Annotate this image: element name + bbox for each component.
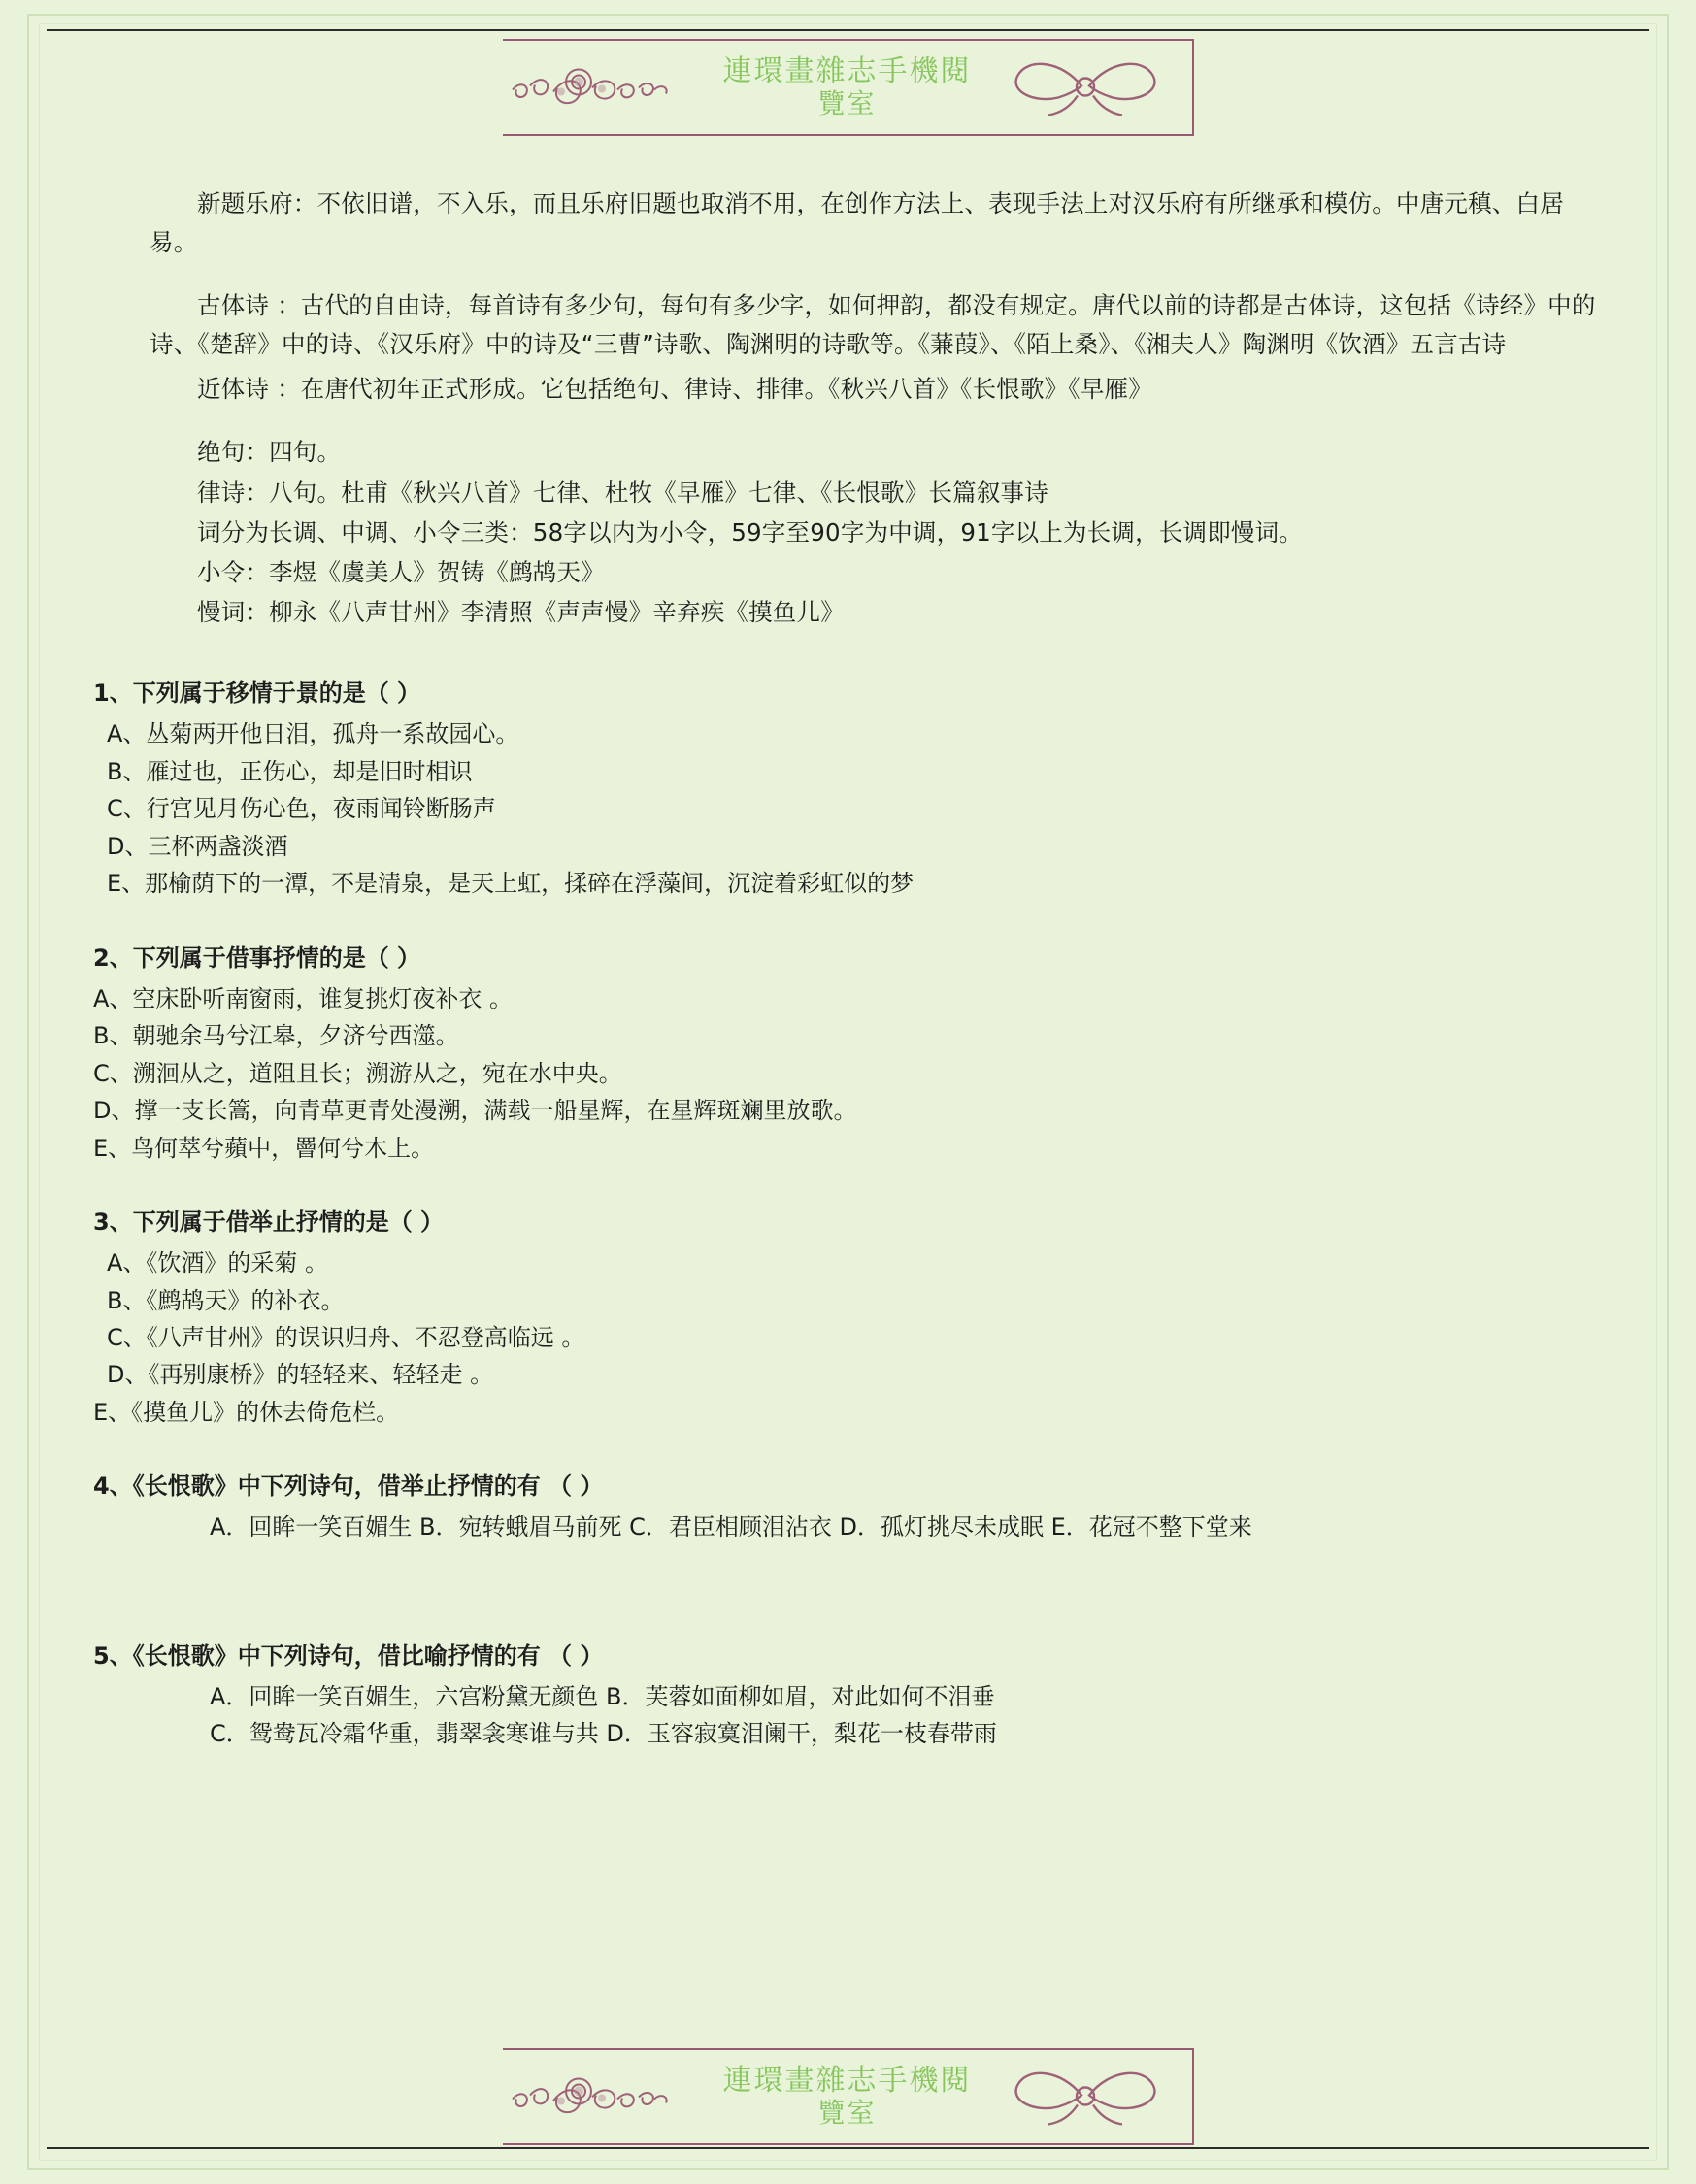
question-5-stem: 5、《长恨歌》中下列诗句，借比喻抒情的有 （ ） — [93, 1641, 604, 1670]
question-1 — [93, 676, 1603, 901]
note-paragraph-3: 近体诗 ：在唐代初年正式形成。它包括绝句、律诗、排律。《秋兴八首》《长恨歌》《早雁》 — [197, 374, 1152, 403]
question-3-option-b: B、《鹧鸪天》的补衣。 — [107, 1286, 345, 1314]
question-3 — [93, 1205, 1603, 1430]
question-1-option-d: D、三杯两盏淡酒 — [107, 832, 288, 860]
question-2-option-d: D、撑一支长篙，向青草更青处漫溯，满载一船星辉，在星辉斑斓里放歌。 — [93, 1097, 857, 1125]
question-5-options-row-2: C．鸳鸯瓦冷霜华重，翡翠衾寒谁与共 D．玉容寂寞泪阑干，梨花一枝春带雨 — [210, 1720, 997, 1748]
question-1-option-b: B、雁过也，正伤心，却是旧时相识 — [107, 757, 473, 785]
question-5 — [93, 1638, 1603, 1752]
definition-lvshi: 律诗：八句。杜甫《秋兴八首》七律、杜牧《早雁》七律、《长恨歌》长篇叙事诗 — [197, 478, 1048, 507]
definition-ci-categories: 词分为长调、中调、小令三类：58字以内为小令，59字至90字为中调，91字以上为长调，长调即慢词。 — [197, 517, 1303, 546]
watermark-frame-bottom — [503, 2048, 1194, 2145]
question-3-option-d: D、《再别康桥》的轻轻来、轻轻走 。 — [107, 1361, 494, 1389]
question-1-option-e: E、那榆荫下的一潭，不是清泉，是天上虹，揉碎在浮藻间，沉淀着彩虹似的梦 — [107, 870, 915, 898]
question-2-option-c: C、溯洄从之，道阻且长；溯游从之，宛在水中央。 — [93, 1059, 622, 1087]
question-3-option-a: A、《饮酒》的采菊 。 — [107, 1249, 329, 1277]
watermark-line-1: 連環畫雜志手機閱 — [722, 2063, 972, 2098]
definition-jueju: 绝句：四句。 — [197, 438, 342, 467]
note-paragraph-1: 新题乐府：不依旧谱，不入乐，而且乐府旧题也取消不用，在创作方法上、表现手法上对汉乐府有所继承和模仿。中唐元稹、白居易。 — [150, 189, 1564, 256]
question-1-option-a: A、丛菊两开他日泪，孤舟一系故园心。 — [107, 720, 519, 748]
watermark-line-2: 覽室 — [817, 87, 877, 120]
question-2-stem: 2、下列属于借事抒情的是（ ） — [93, 943, 421, 972]
watermark-bottom — [0, 2038, 1696, 2155]
ribbon-bow-icon — [988, 2061, 1182, 2134]
watermark-line-2: 覽室 — [817, 2097, 877, 2130]
question-1-stem: 1、下列属于移情于景的是（ ） — [93, 679, 421, 708]
definition-list — [150, 433, 1603, 631]
question-1-option-c: C、行宫见月伤心色，夜雨闻铃断肠声 — [107, 795, 496, 823]
flower-ornament-icon — [509, 2067, 674, 2128]
watermark-line-1: 連環畫雜志手機閱 — [722, 53, 972, 88]
question-3-option-e: E、《摸鱼儿》的休去倚危栏。 — [93, 1398, 400, 1426]
section-spacer — [93, 1584, 1603, 1638]
question-4-options: A．回眸一笑百媚生 B．宛转蛾眉马前死 C．君臣相顾泪沾衣 D．孤灯挑尽未成眠 E．花冠不整下堂来 — [210, 1513, 1252, 1541]
question-4-stem: 4、《长恨歌》中下列诗句，借举止抒情的有 （ ） — [93, 1473, 604, 1501]
question-2-option-b: B、朝驰余马兮江皋，夕济兮西澨。 — [93, 1022, 459, 1050]
definition-manci: 慢词：柳永《八声甘州》李清照《声声慢》辛弃疾《摸鱼儿》 — [197, 598, 845, 627]
note-paragraph-2: 古体诗 ：古代的自由诗，每首诗有多少句，每句有多少字，如何押韵，都没有规定。唐代以前的诗都是古体诗，这包括《诗经》中的诗、《楚辞》中的诗、《汉乐府》中的诗及“三曹”诗歌、陶渊明的诗歌等。《蒹葭》、《陌上桑》、《湘夫人》陶渊明《饮酒》五言古诗 — [150, 291, 1596, 359]
questions-section — [93, 676, 1603, 1751]
question-4 — [93, 1469, 1603, 1544]
footer-rule — [47, 2147, 1649, 2149]
question-2-option-e: E、鸟何萃兮蘋中，罾何兮木上。 — [93, 1134, 435, 1162]
question-2 — [93, 941, 1603, 1166]
question-2-option-a: A、空床卧听南窗雨，谁复挑灯夜补衣 。 — [93, 984, 514, 1012]
watermark-text-bottom — [723, 2065, 972, 2130]
notes-block — [93, 184, 1603, 631]
question-5-options-row-1: A．回眸一笑百媚生，六宫粉黛无颜色 B．芙蓉如面柳如眉，对此如何不泪垂 — [210, 1682, 995, 1710]
question-3-stem: 3、下列属于借举止抒情的是（ ） — [93, 1208, 445, 1237]
question-3-option-c: C、《八声甘州》的误识归舟、不忍登高临远 。 — [107, 1324, 585, 1351]
definition-xiaoling: 小令：李煜《虞美人》贺铸《鹧鸪天》 — [197, 558, 605, 586]
